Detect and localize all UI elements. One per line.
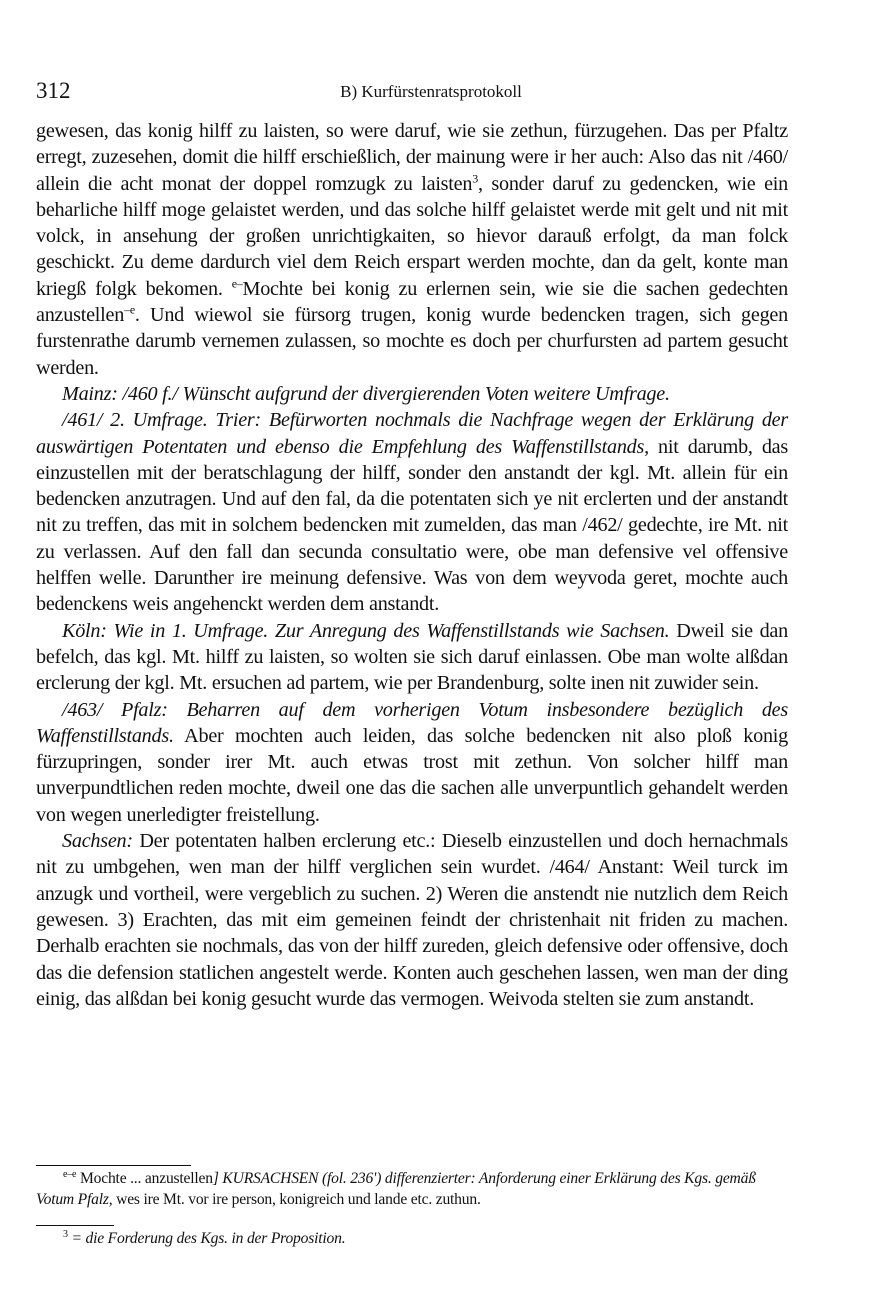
- italic-editorial-text: ] KURSACHSEN (fol. 236') differenzierter: Anforderung einer Erklärung des Kgs. gemäß Votum Pfalz,: [36, 1170, 756, 1208]
- footnote-rule-letters: [36, 1165, 191, 1166]
- paragraph-p3: [36, 407, 788, 617]
- main-text: [36, 118, 788, 1012]
- source-text: Der potentaten halben erclerung etc.: Dieselb einzustellen und doch hernachmals nit zu umbgehen, wen man der hilff verglichen sein wurdet. /464/ Anstant: Weil turck im anzugk und vortheil, were vergeblich zu suchen. 2) Weren die anstendt nie nutzlich dem Reich gewesen. 3) Erachten, das mit eim gemeinen feindt der christenhait nit friden zu machen. Derhalb erachten sie nochmals, das von der hilff zureden, gleich defensive oder offensive, doch das die defension statlichen angestelt werde. Konten auch geschehen lassen, wen man der ding einig, das alßdan bei konig gesucht wurde das vermogen. Weivoda stelten sie zum anstandt.: [36, 830, 788, 1010]
- paragraph-p5: [36, 697, 788, 828]
- footnote-reference: e–: [231, 276, 243, 291]
- source-text: wes ire Mt. vor ire person, konigreich und lande etc. zuthun.: [112, 1191, 481, 1208]
- footnote-text: [36, 1168, 788, 1210]
- italic-editorial-text: Mainz: /460 f./ Wünscht aufgrund der divergierenden Voten weitere Umfrage.: [62, 382, 670, 405]
- footnote-e: [36, 1168, 788, 1210]
- source-text: nit darumb, das einzustellen mit der beratschlagung der hilff, sonder den anstandt der kgl. Mt. allein für ein bedencken anzutragen. Und auf den fal, da die potentaten sich ye nit erclerten und der anstandt nit zu treffen, das mit in solchem bedencken mit zumelden, das man /462/ gedechte, ire Mt. nit zu verlassen. Auf den fall dan secunda consultatio were, obe man defensive vel offensive helffen welle. Darunther ire meinung defensive. Was von dem weyvoda geret, mochte auch bedenckens weis angehenckt werden dem anstandt.: [36, 435, 788, 616]
- italic-editorial-text: = die Forderung des Kgs. in der Proposition.: [67, 1230, 346, 1247]
- source-text: Mochte ... anzustellen: [76, 1170, 213, 1187]
- source-text: gewesen, das konig hilff zu laisten, so were daruf, wie sie zethun, fürzugehen. Das per Pfaltz erregt, zuzesehen, domit die hilff erschießlich, der mainung were ir her auch: Also das nit /460/ allein die acht monat der doppel romzugk zu laisten: [36, 120, 788, 195]
- italic-editorial-text: Sachsen:: [62, 830, 133, 853]
- footnote-rule-numbers: [36, 1225, 114, 1226]
- italic-editorial-text: Köln: Wie in 1. Umfrage. Zur Anregung des Waffenstillstands wie Sachsen.: [62, 619, 670, 642]
- footnote-reference: –e: [124, 302, 135, 317]
- footnote-marker: 3: [63, 1228, 68, 1240]
- source-text: Mochte bei konig zu erlernen sein, wie sie die sachen gedechten anzustellen: [36, 277, 788, 327]
- footnote-3: [36, 1228, 788, 1249]
- source-text: Aber mochten auch leiden, das solche bedencken nit also ploß konig fürzupringen, sonder irer Mt. auch etwas trost mit zethun. Von solcher hilff man unverpundtlichen reden mochte, dweil one das die sachen alle unverpuntlich gehandelt werden von wegen unerledigter freistellung.: [36, 724, 788, 826]
- paragraph-p1: [36, 118, 788, 381]
- footnote-text: [36, 1228, 788, 1249]
- paragraph-p6: [36, 828, 788, 1012]
- page-number: 312: [36, 78, 71, 103]
- paragraph-p4: [36, 618, 788, 697]
- source-text: , sonder daruf zu gedencken, wie ein beharliche hilff moge gelaistet werden, und das solche hilff gelaistet werde mit gelt und nit mit volck, in ansehung der großen unrichtigkaiten, so hievor darauß erfolgt, da man folck geschickt. Zu deme dardurch viel dem Reich erspart werden mochte, dan da gelt, konte man kriegß folgk bekomen.: [36, 172, 788, 300]
- running-title: B) Kurfürstenratsprotokoll: [340, 82, 522, 101]
- footnote-reference: 3: [472, 170, 478, 185]
- italic-editorial-text: /461/ 2. Umfrage. Trier: Befürworten nochmals die Nachfrage wegen der Erklärung der auswärtigen Potentaten und ebenso die Empfehlung des Waffenstillstands,: [36, 409, 788, 458]
- italic-editorial-text: /463/ Pfalz: Beharren auf dem vorherigen Votum insbesondere bezüglich des Waffenstillstands.: [36, 698, 788, 747]
- paragraph-p2: [36, 381, 788, 407]
- page-header: [36, 78, 786, 108]
- footnote-marker: e–e: [63, 1168, 77, 1180]
- source-text: Dweil sie dan befelch, das kgl. Mt. hilff zu laisten, so wolten sie sich daruf einlassen. Obe man wolte alßdan erclerung der kgl. Mt. ersuchen ad partem, wie per Brandenburg, solte inen nit zuwider sein.: [36, 619, 788, 695]
- source-text: . Und wiewol sie fürsorg trugen, konig wurde bedencken tragen, sich gegen furstenrathe darumb vernemen zulassen, so mochte es doch per churfursten ad partem gesucht werden.: [36, 304, 788, 379]
